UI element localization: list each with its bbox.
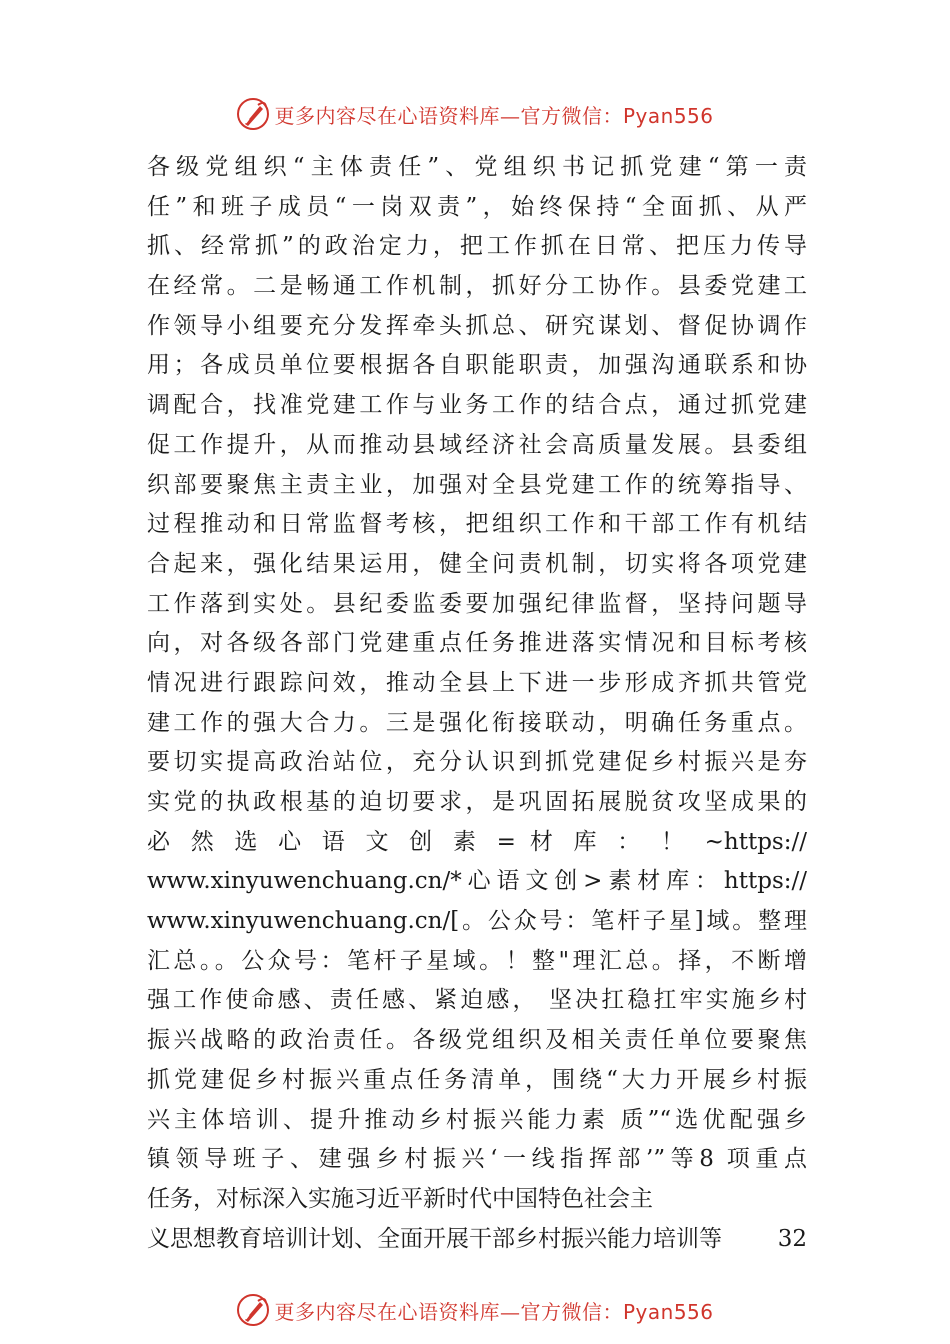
text-line: 织部要聚焦主责主业，加强对全县党建工作的统筹指导、 bbox=[147, 471, 807, 498]
text-line: 抓党建促乡村振兴重点任务清单，围绕“大力开展乡村振 bbox=[147, 1066, 807, 1093]
text-line: 各级党组织“主体责任”、党组织书记抓党建“第一责 bbox=[147, 154, 807, 180]
document-body bbox=[147, 148, 807, 1259]
last-text-line bbox=[147, 1220, 807, 1260]
text-line: 调配合，找准党建工作与业务工作的结合点，通过抓党建 bbox=[147, 392, 807, 419]
header-banner-text bbox=[274, 100, 713, 129]
text-line: 用；各成员单位要根据各自职能职责，加强沟通联系和协 bbox=[147, 352, 807, 379]
text-line: 汇总。。公众号：笔杆子星域。！整"理汇总。择，不断增 bbox=[147, 947, 807, 974]
page-number: 32 bbox=[777, 1225, 807, 1252]
text-line: 兴主体培训、提升推动乡村振兴能力素 质”“选优配强乡 bbox=[147, 1106, 807, 1133]
text-line: 作领导小组要充分发挥牵头抓总、研究谋划、督促协调作 bbox=[147, 312, 807, 339]
text-line: www.xinyuwenchuang.cn/*心语文创>素材库：https:// bbox=[147, 868, 807, 895]
text-line: 工作落到实处。县纪委监委要加强纪律监督，坚持问题导 bbox=[147, 590, 807, 617]
text-line: 情况进行跟踪问效，推动全县上下进一步形成齐抓共管党 bbox=[147, 669, 807, 696]
text-line: 抓、经常抓”的政治定力，把工作抓在日常、把压力传导 bbox=[147, 233, 807, 260]
text-line: 必 然 选 心 语 文 创 素 = 材 库 ： ！ ~https:// bbox=[147, 828, 807, 855]
last-line-text: 义思想教育培训计划、全面开展干部乡村振兴能力培训等 bbox=[147, 1225, 722, 1252]
quill-pen-logo-icon bbox=[236, 1293, 270, 1327]
text-line: 合起来，强化结果运用，健全问责机制，切实将各项党建 bbox=[147, 550, 807, 577]
text-line: www.xinyuwenchuang.cn/[。公众号：笔杆子星]域。整理 bbox=[147, 908, 807, 935]
text-line: 向，对各级各部门党建重点任务推进落实情况和目标考核 bbox=[147, 630, 807, 657]
header-banner bbox=[0, 92, 950, 136]
text-line: 过程推动和日常监督考核，把组织工作和干部工作有机结 bbox=[147, 511, 807, 538]
footer-wechat-id: Pyan556 bbox=[622, 1299, 714, 1324]
footer-banner-label: 更多内容尽在心语资料库—官方微信： bbox=[274, 1299, 623, 1324]
text-line: 促工作提升，从而推动县域经济社会高质量发展。县委组 bbox=[147, 431, 807, 458]
text-line: 建工作的强大合力。三是强化衔接联动，明确任务重点。 bbox=[147, 709, 807, 736]
footer-banner bbox=[0, 1288, 950, 1332]
header-banner-label: 更多内容尽在心语资料库—官方微信： bbox=[274, 103, 623, 128]
text-line: 在经常。二是畅通工作机制，抓好分工协作。县委党建工 bbox=[147, 273, 807, 300]
quill-pen-logo-icon bbox=[236, 97, 270, 131]
header-wechat-id: Pyan556 bbox=[622, 103, 714, 128]
text-line: 任”和班子成员“一岗双责”，始终保持“全面抓、从严 bbox=[147, 193, 807, 220]
footer-banner-text bbox=[274, 1296, 713, 1325]
text-line: 任务，对标深入实施习近平新时代中国特色社会主 bbox=[147, 1185, 653, 1212]
text-line: 强工作使命感、责任感、紧迫感， 坚决扛稳扛牢实施乡村 bbox=[147, 987, 807, 1014]
text-line: 振兴战略的政治责任。各级党组织及相关责任单位要聚焦 bbox=[147, 1027, 807, 1054]
text-line: 实党的执政根基的迫切要求，是巩固拓展脱贫攻坚成果的 bbox=[147, 789, 807, 815]
text-line: 镇领导班子、建强乡村振兴‘一线指挥部’”等8 项重点 bbox=[147, 1146, 807, 1173]
text-line: 要切实提高政治站位，充分认识到抓党建促乡村振兴是夯 bbox=[147, 749, 807, 776]
